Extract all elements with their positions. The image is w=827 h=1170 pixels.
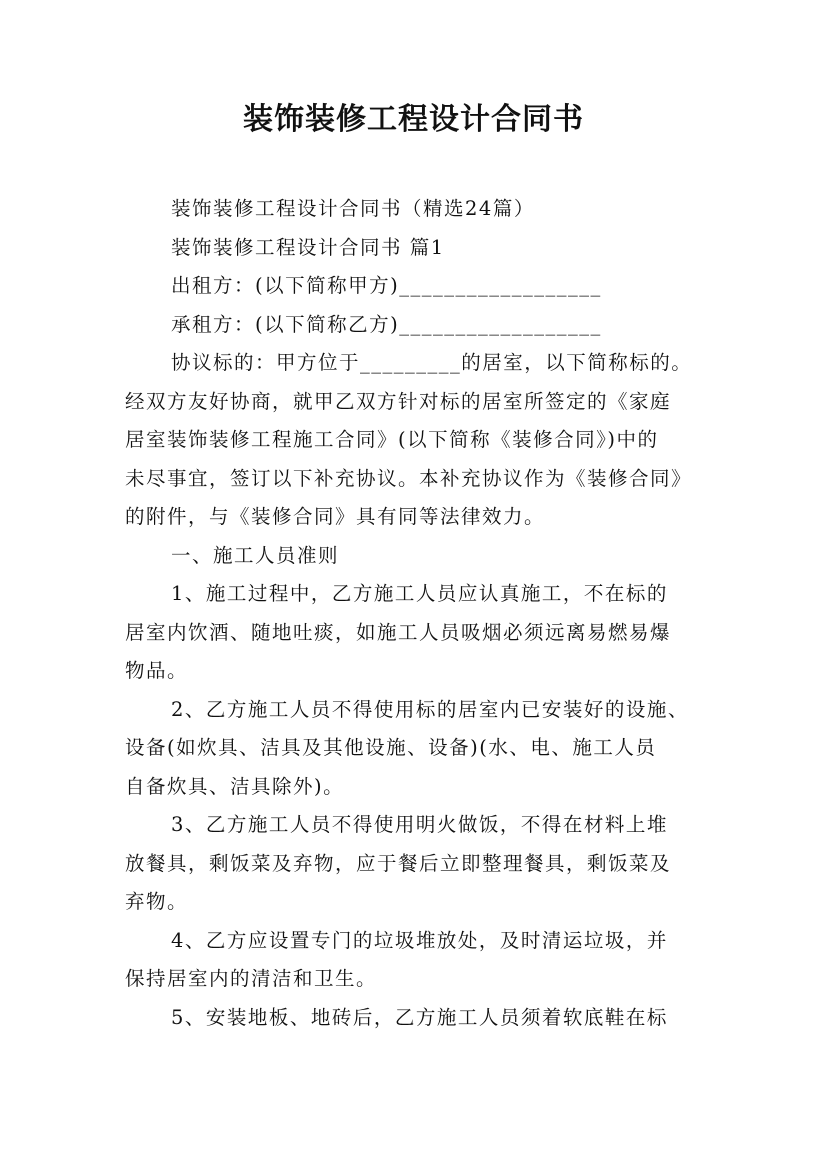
text-line: 的附件，与《装修合同》具有同等法律效力。 <box>125 505 546 528</box>
document-body <box>125 190 725 1037</box>
text-line: 出租方：(以下简称甲方)__________________ <box>171 274 602 297</box>
text-line: 装饰装修工程设计合同书（精选24篇） <box>171 197 535 220</box>
text-line: 协议标的：甲方位于_________的居室，以下简称标的。 <box>171 351 693 374</box>
text-line: 物品。 <box>125 659 189 682</box>
text-line: 自备炊具、洁具除外)。 <box>125 774 345 798</box>
text-line: 2、乙方施工人员不得使用标的居室内已安装好的设施、 <box>171 697 689 721</box>
text-line: 经双方友好协商，就甲乙双方针对标的居室所签定的《家庭 <box>125 389 672 413</box>
text-line: 居室装饰装修工程施工合同》(以下简称《装修合同》)中的 <box>125 428 659 451</box>
text-line: 4、乙方应设置专门的垃圾堆放处，及时清运垃圾，并 <box>171 928 668 952</box>
section-heading: 一、施工人员准则 <box>171 543 340 567</box>
text-line: 装饰装修工程设计合同书 篇1 <box>171 235 445 259</box>
text-line: 未尽事宜，签订以下补充协议。本补充协议作为《装修合同》 <box>125 466 693 490</box>
text-line: 弃物。 <box>125 890 189 913</box>
text-line: 设备(如炊具、洁具及其他设施、设备)(水、电、施工人员 <box>125 736 657 759</box>
document-title: 装饰装修工程设计合同书 <box>243 102 584 137</box>
text-line: 放餐具，剩饭菜及弃物，应于餐后立即整理餐具，剩饭菜及 <box>125 851 672 875</box>
text-line: 5、安装地板、地砖后，乙方施工人员须着软底鞋在标 <box>171 1005 668 1029</box>
text-line: 3、乙方施工人员不得使用明火做饭，不得在材料上堆 <box>171 813 668 836</box>
text-line: 1、施工过程中，乙方施工人员应认真施工，不在标的 <box>171 582 668 605</box>
text-line: 保持居室内的清洁和卫生。 <box>125 967 378 990</box>
text-line: 承租方：(以下简称乙方)__________________ <box>171 312 602 336</box>
text-line: 居室内饮酒、随地吐痰，如施工人员吸烟必须远离易燃易爆 <box>125 620 672 644</box>
